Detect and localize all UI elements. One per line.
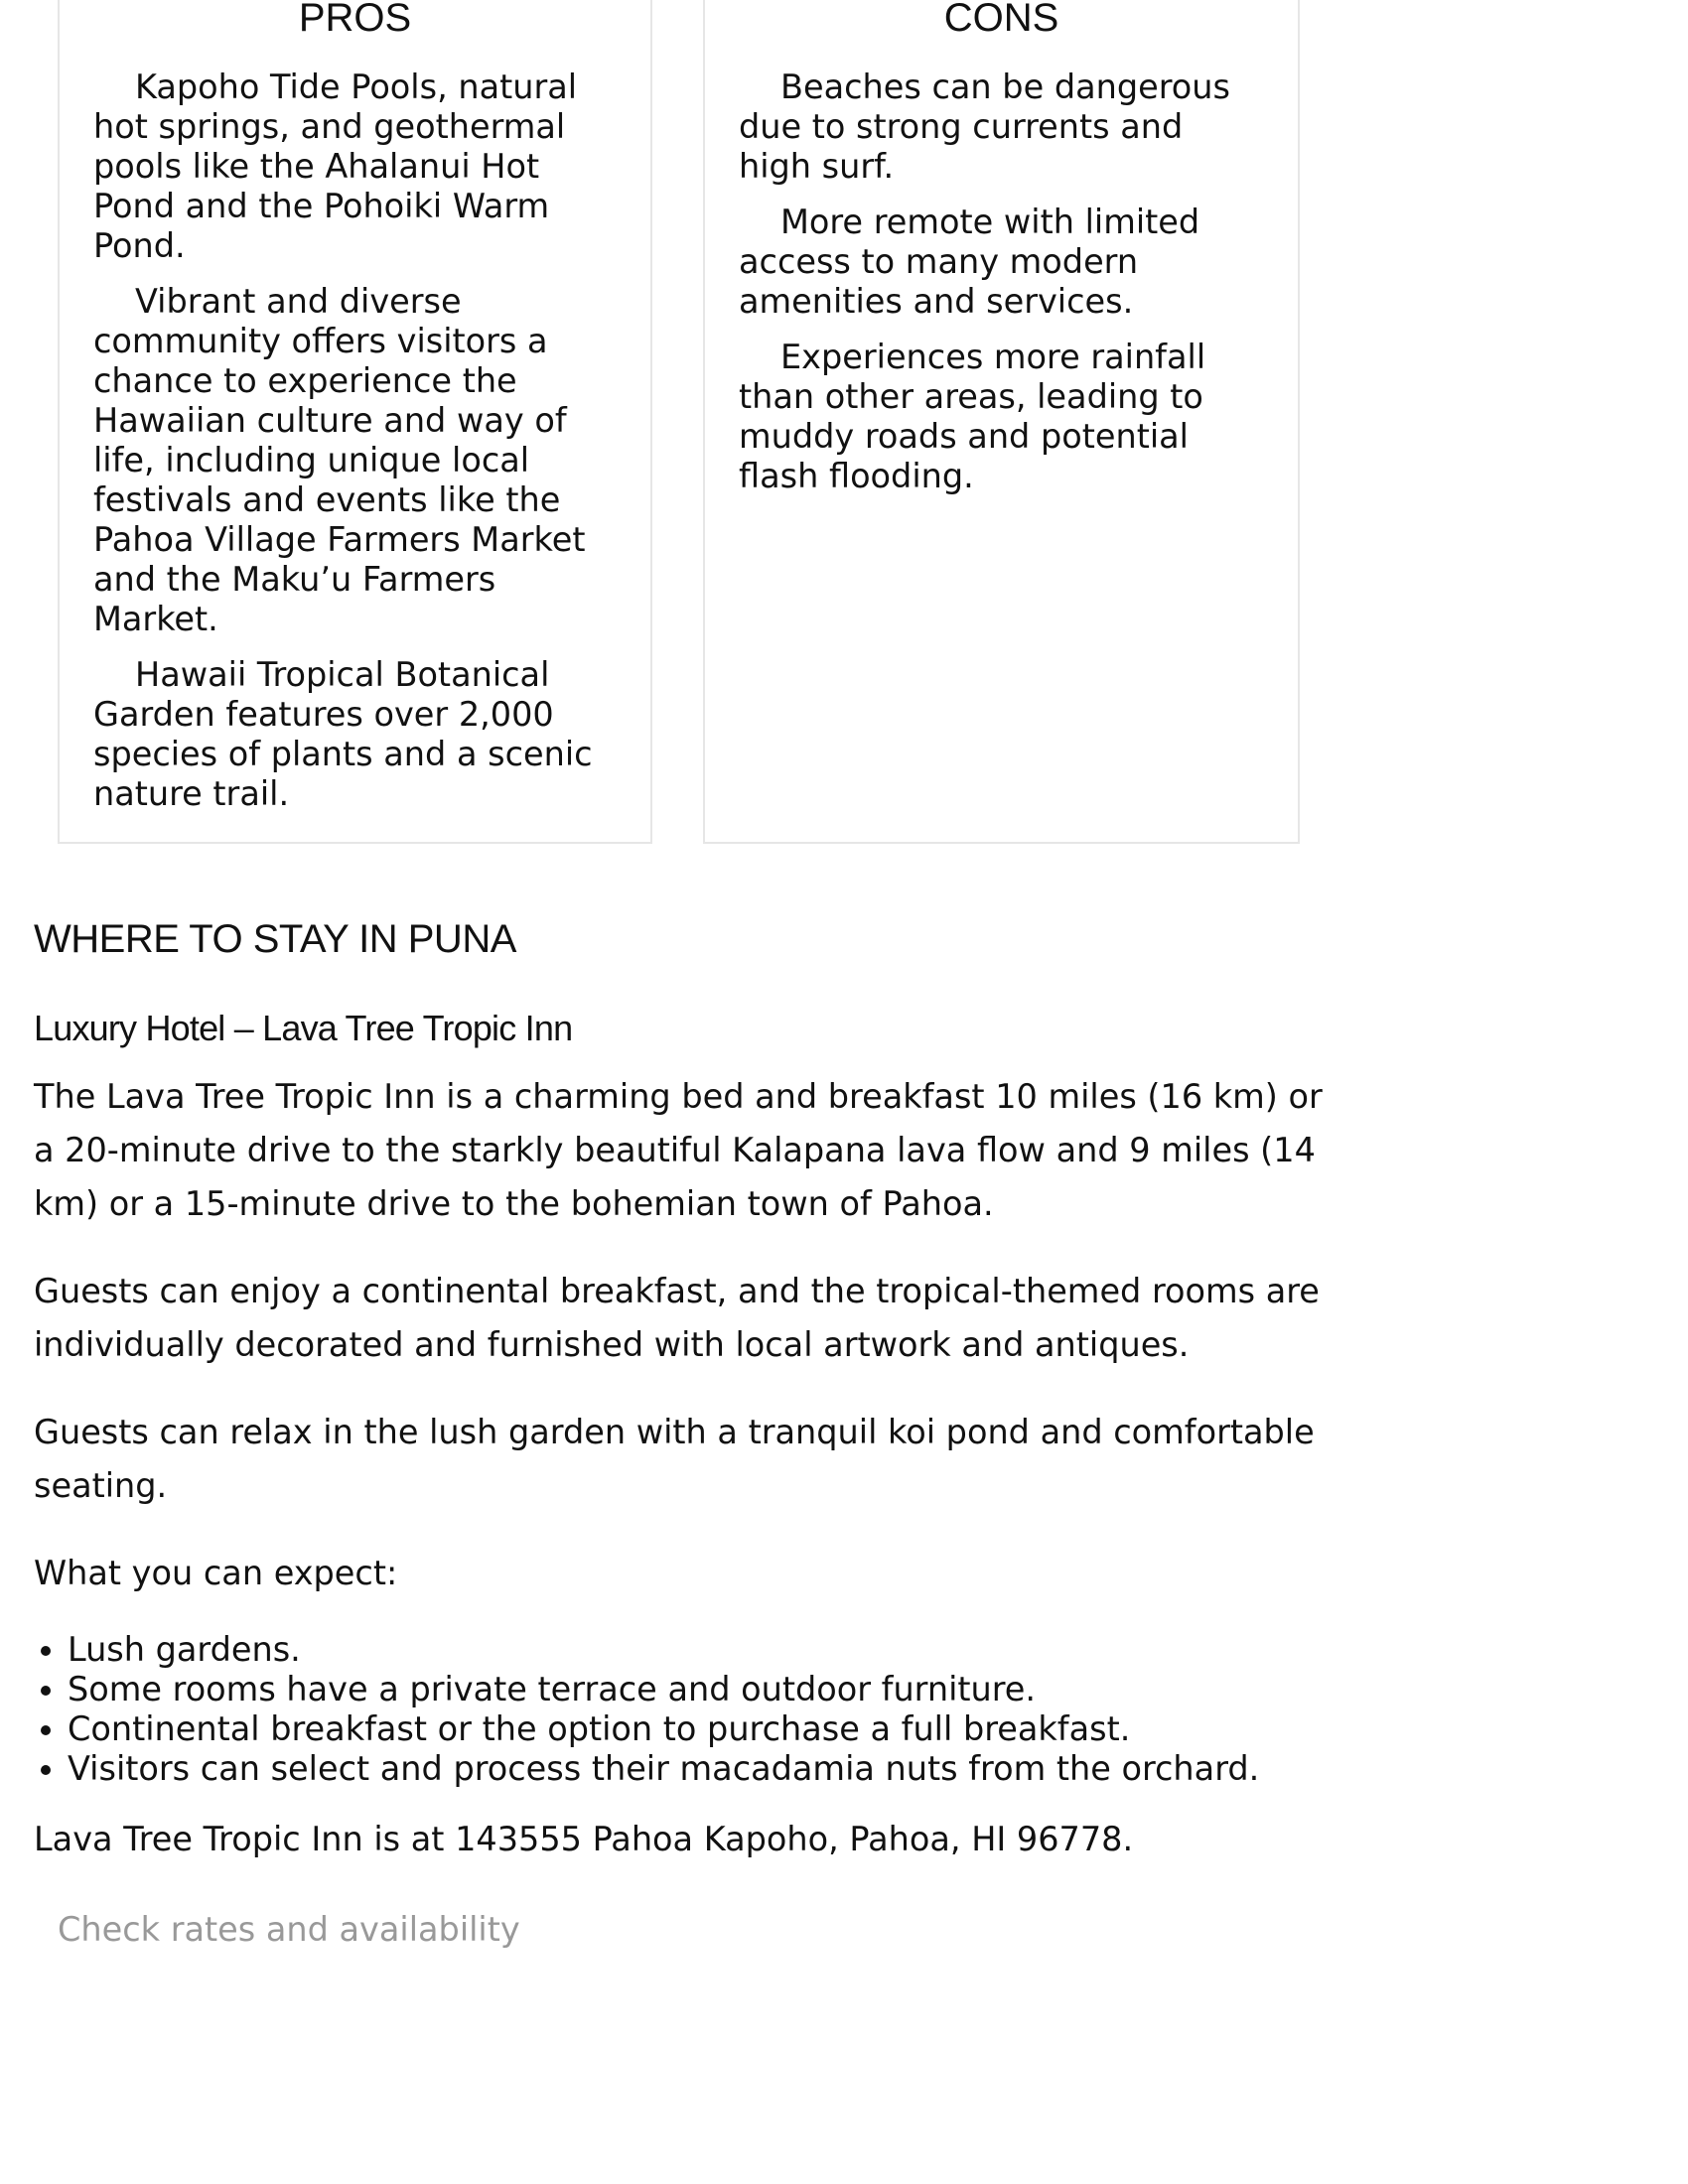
expect-list [34,1630,1344,1789]
cons-list [705,42,1298,496]
list-item: • Lush gardens. [68,1630,1344,1670]
hotel-heading: Luxury Hotel – Lava Tree Tropic Inn [34,1008,573,1048]
hotel-paragraph: Guests can enjoy a continental breakfast, and the tropical-themed rooms are individually decorated and furnished with local artwork and antiques. [34,1272,1320,1364]
cons-item: More remote with limited access to many modern amenities and services. [739,203,1200,321]
pros-item: Kapoho Tide Pools, natural hot springs, and geothermal pools like the Ahalanui Hot Pond and the Pohoiki Warm Pond. [93,68,578,265]
hotel-address: Lava Tree Tropic Inn is at 143555 Pahoa Kapoho, Pahoa, HI 96778. [34,1820,1134,1858]
pros-column [58,0,652,844]
hotel-paragraph: Guests can relax in the lush garden with a tranquil koi pond and comfortable seating. [34,1413,1315,1505]
cons-title: CONS [943,0,1059,40]
hotel-paragraph: The Lava Tree Tropic Inn is a charming bed and breakfast 10 miles (16 km) or a 20-minute drive to the starkly beautiful Kalapana lava flow and 9 miles (14 km) or a 15-minute drive to the bohemian town of Pahoa. [34,1077,1323,1223]
pros-list [60,42,650,814]
section-heading: WHERE TO STAY IN PUNA [34,917,516,961]
cons-column [703,0,1300,844]
list-item: • Visitors can select and process their macadamia nuts from the orchard. [68,1749,1344,1789]
cons-item: Beaches can be dangerous due to strong currents and high surf. [739,68,1230,186]
expect-intro: What you can expect: [34,1554,398,1592]
list-item: • Continental breakfast or the option to purchase a full breakfast. [68,1709,1344,1749]
pros-item: Vibrant and diverse community offers visitors a chance to experience the Hawaiian culture and way of life, including unique local festivals and events like the Pahoa Village Farmers Market and the Maku’u Farmers Market. [93,282,586,638]
cons-item: Experiences more rainfall than other areas, leading to muddy roads and potential flash flooding. [739,338,1206,495]
check-rates-link[interactable]: Check rates and availability [58,1910,520,1949]
pros-title: PROS [298,0,412,40]
pros-item: Hawaii Tropical Botanical Garden features over 2,000 species of plants and a scenic nature trail. [93,655,593,813]
list-item: • Some rooms have a private terrace and outdoor furniture. [68,1670,1344,1709]
where-to-stay-section [34,893,1344,1950]
